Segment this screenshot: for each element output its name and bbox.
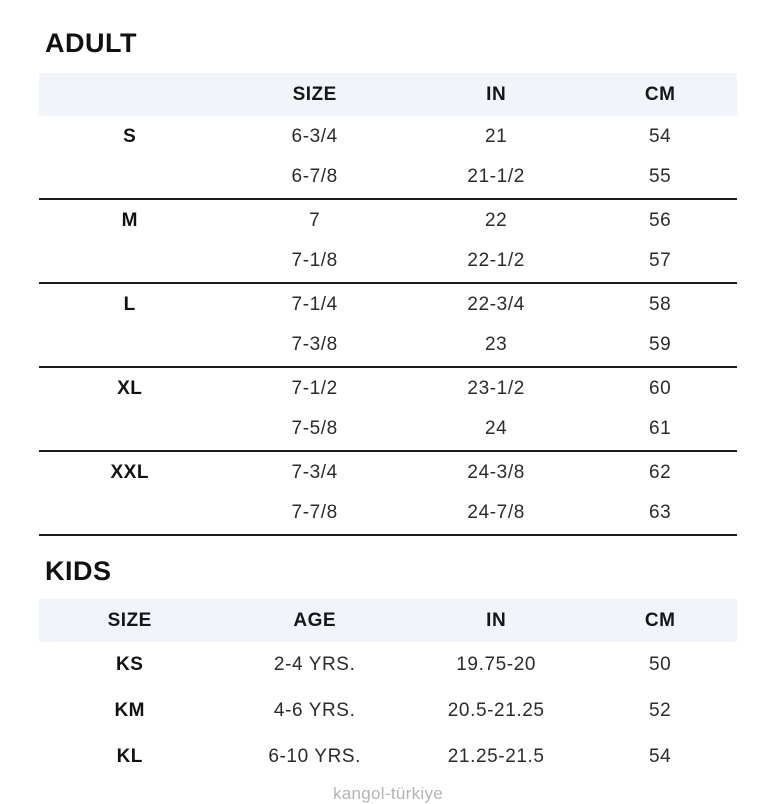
table-row	[39, 369, 737, 409]
cell-cm: 55	[649, 166, 672, 187]
kids-header-size: SIZE	[107, 609, 152, 631]
cell-in: 24-7/8	[467, 502, 525, 523]
table-row	[39, 157, 737, 197]
adult-group-xxl	[39, 452, 737, 536]
table-row	[39, 285, 737, 325]
cell-in: 23-1/2	[467, 378, 525, 399]
cell-in: 22-3/4	[467, 294, 525, 315]
cell-cm: 54	[649, 746, 672, 767]
table-row	[39, 453, 737, 493]
adult-size-table	[39, 73, 737, 536]
cell-cm: 59	[649, 334, 672, 355]
row-label-km: KM	[114, 700, 146, 721]
cell-in: 20.5-21.25	[447, 700, 545, 721]
cell-size: 7-1/4	[291, 294, 338, 315]
cell-size: 7-7/8	[291, 502, 338, 523]
cell-age: 4-6 YRS.	[273, 700, 356, 721]
watermark-text: kangol-türkiye	[332, 784, 444, 803]
kids-header-age: AGE	[293, 609, 337, 631]
row-label-xxl: XXL	[110, 462, 149, 483]
table-row	[39, 642, 737, 688]
adult-header-cm: CM	[644, 83, 676, 105]
adult-group-xl	[39, 368, 737, 452]
table-row	[39, 325, 737, 365]
cell-in: 24-3/8	[467, 462, 525, 483]
kids-table-header-row	[39, 599, 737, 642]
cell-in: 22	[485, 210, 508, 231]
table-row	[39, 734, 737, 780]
cell-size: 7-1/8	[291, 250, 338, 271]
row-label-s: S	[123, 126, 137, 147]
table-row	[39, 493, 737, 533]
adult-header-size: SIZE	[292, 83, 337, 105]
cell-cm: 58	[649, 294, 672, 315]
cell-in: 19.75-20	[456, 654, 537, 675]
kids-header-cm: CM	[644, 609, 676, 631]
table-row	[39, 241, 737, 281]
cell-in: 24	[485, 418, 508, 439]
cell-size: 7-5/8	[291, 418, 338, 439]
adult-group-s	[39, 116, 737, 200]
cell-size: 7-3/8	[291, 334, 338, 355]
cell-in: 23	[485, 334, 508, 355]
cell-size: 6-3/4	[291, 126, 338, 147]
cell-size: 7	[309, 210, 321, 231]
kids-header-in: IN	[486, 609, 507, 631]
cell-in: 21.25-21.5	[447, 746, 545, 767]
cell-cm: 63	[649, 502, 672, 523]
kids-section-title: KIDS	[45, 556, 112, 586]
cell-cm: 62	[649, 462, 672, 483]
cell-cm: 50	[649, 654, 672, 675]
adult-header-in: IN	[486, 83, 507, 105]
row-label-l: L	[123, 294, 136, 315]
adult-section-title: ADULT	[45, 28, 137, 58]
table-row	[39, 409, 737, 449]
row-label-ks: KS	[116, 654, 144, 675]
cell-size: 7-1/2	[291, 378, 338, 399]
cell-in: 22-1/2	[467, 250, 525, 271]
cell-size: 7-3/4	[291, 462, 338, 483]
cell-cm: 57	[649, 250, 672, 271]
cell-cm: 54	[649, 126, 672, 147]
table-row	[39, 201, 737, 241]
cell-cm: 56	[649, 210, 672, 231]
row-label-kl: KL	[116, 746, 143, 767]
cell-cm: 52	[649, 700, 672, 721]
kids-size-table	[39, 599, 737, 780]
row-label-m: M	[121, 210, 138, 231]
cell-size: 6-7/8	[291, 166, 338, 187]
cell-in: 21	[485, 126, 508, 147]
table-row	[39, 117, 737, 157]
cell-age: 6-10 YRS.	[268, 746, 362, 767]
adult-group-l	[39, 284, 737, 368]
cell-age: 2-4 YRS.	[273, 654, 356, 675]
table-row	[39, 688, 737, 734]
row-label-xl: XL	[117, 378, 143, 399]
cell-in: 21-1/2	[467, 166, 525, 187]
adult-group-m	[39, 200, 737, 284]
cell-cm: 60	[649, 378, 672, 399]
adult-table-header-row	[39, 73, 737, 116]
cell-cm: 61	[649, 418, 672, 439]
